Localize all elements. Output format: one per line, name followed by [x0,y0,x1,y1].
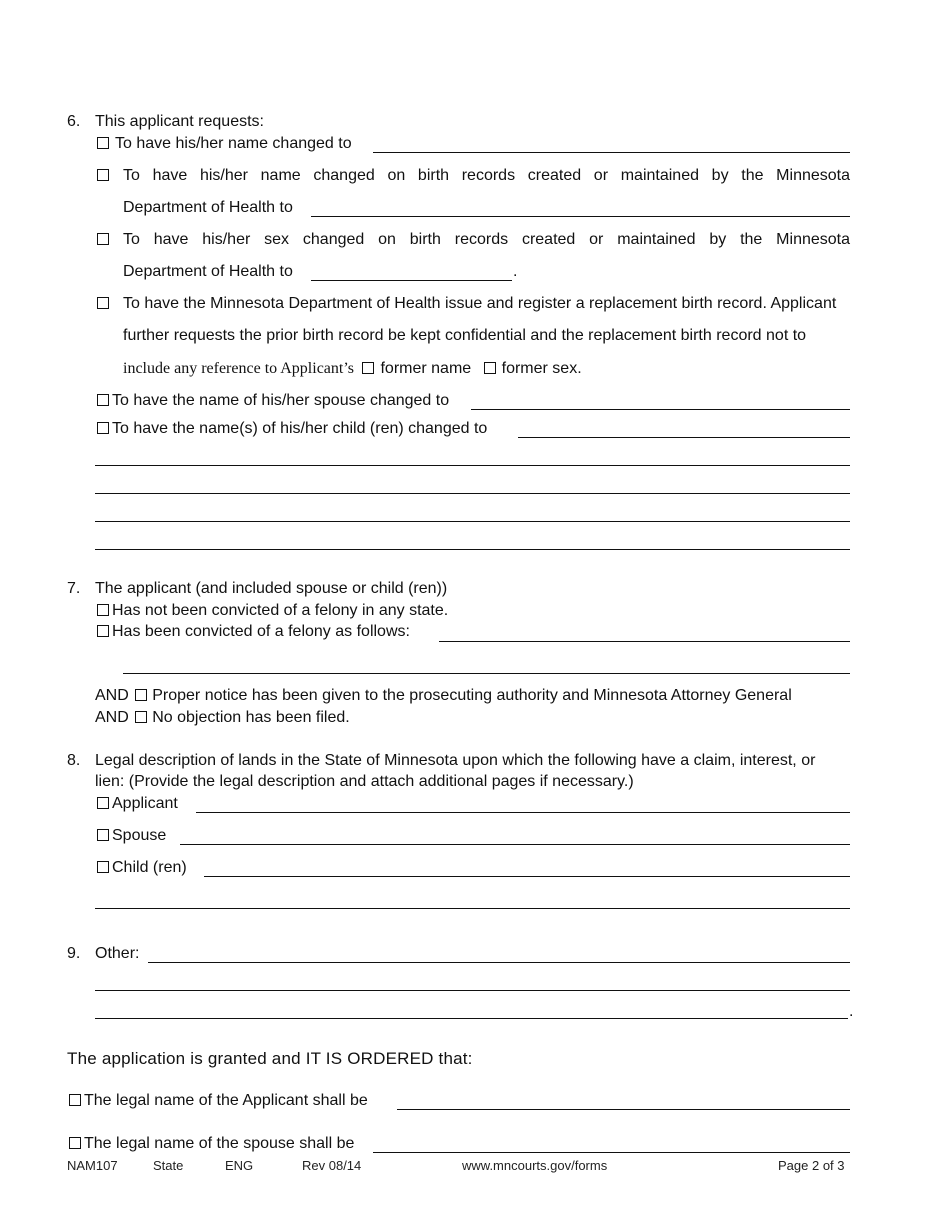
other-label: Other: [95,945,140,962]
spouse-land-field[interactable] [180,844,850,845]
option-spouse-legal-name: The legal name of the spouse shall be [69,1134,354,1154]
birth-name-text: To have his/her name changed on birth records created or maintained by the Minnesota [123,167,850,184]
birth-name-field[interactable] [311,216,850,217]
spouse-legal-name-field[interactable] [373,1152,850,1153]
section-7-number: 7. [67,580,81,597]
notice-given-checkbox[interactable] [135,689,147,701]
footer-language: ENG [225,1158,254,1173]
birth-sex-text: To have his/her sex changed on birth records created or maintained by the Minnesota [123,231,850,248]
birth-name-text-cont: Department of Health to [123,199,293,216]
no-objection-checkbox[interactable] [135,711,147,723]
section-7-intro: The applicant (and included spouse or child (ren)) [95,580,448,597]
section-6-number: 6. [67,113,81,130]
replacement-record-row [97,294,115,314]
order-heading: The application is granted and IT IS ORDERED that: [67,1049,473,1068]
spouse-change-field[interactable] [471,409,850,410]
birth-name-checkbox-row [97,166,115,186]
children-change-field-2[interactable] [95,465,850,466]
option-spouse-land: Spouse [97,826,166,846]
children-change-field-4[interactable] [95,521,850,522]
name-change-field[interactable] [373,152,850,153]
birth-sex-checkbox[interactable] [97,233,109,245]
birth-sex-field[interactable] [311,280,512,281]
felony-field-2[interactable] [123,673,850,674]
applicant-land-checkbox[interactable] [97,797,109,809]
applicant-legal-name-field[interactable] [397,1109,850,1110]
footer-revision: Rev 08/14 [302,1158,362,1173]
children-change-checkbox[interactable] [97,422,109,434]
felony-field[interactable] [439,641,850,642]
birth-sex-text-cont: Department of Health to [123,263,293,280]
children-change-field-5[interactable] [95,549,850,550]
other-field-3[interactable] [95,1018,848,1019]
replacement-record-text: To have the Minnesota Department of Health issue and register a replacement birth record. Applicant [123,295,837,312]
spouse-legal-name-checkbox[interactable] [69,1137,81,1149]
convicted-checkbox[interactable] [97,625,109,637]
name-change-checkbox[interactable] [97,137,109,149]
and-objection-row: AND No objection has been filed. [95,709,350,726]
option-children-land: Child (ren) [97,858,187,878]
option-convicted: Has been convicted of a felony as follows: [97,622,410,642]
and-notice-row: AND Proper notice has been given to the prosecuting authority and Minnesota Attorney General [95,687,792,704]
birth-sex-period: . [513,263,518,280]
footer-page-number: Page 2 of 3 [778,1158,845,1173]
footer-url[interactable]: www.mncourts.gov/forms [462,1158,608,1173]
replacement-record-text-cont: further requests the prior birth record be kept confidential and the replacement birth record not to [123,327,807,344]
section-9-number: 9. [67,945,81,962]
footer-state: State [153,1158,184,1173]
spouse-change-checkbox[interactable] [97,394,109,406]
spouse-land-checkbox[interactable] [97,829,109,841]
option-not-convicted: Has not been convicted of a felony in any state. [97,601,448,621]
section-6-intro: This applicant requests: [95,113,264,130]
other-field[interactable] [148,962,850,963]
option-children-change: To have the name(s) of his/her child (ren) changed to [97,419,487,439]
children-land-checkbox[interactable] [97,861,109,873]
other-field-2[interactable] [95,990,850,991]
children-change-field[interactable] [518,437,850,438]
children-land-field-2[interactable] [95,908,850,909]
replacement-record-text-line3: include any reference to Applicant’s former name former sex. [123,360,582,377]
section-8-number: 8. [67,752,81,769]
option-name-change: To have his/her name changed to [97,134,352,154]
other-period: . [849,1003,854,1020]
section-8-line2: lien: (Provide the legal description and attach additional pages if necessary.) [95,773,634,790]
option-applicant-legal-name: The legal name of the Applicant shall be [69,1091,368,1111]
birth-name-checkbox[interactable] [97,169,109,181]
applicant-land-field[interactable] [196,812,850,813]
former-name-checkbox[interactable] [362,362,374,374]
footer-form-number: NAM107 [67,1158,118,1173]
section-8-line1: Legal description of lands in the State of Minnesota upon which the following have a claim, interest, or [95,752,816,769]
replacement-record-checkbox[interactable] [97,297,109,309]
not-convicted-checkbox[interactable] [97,604,109,616]
children-land-field[interactable] [204,876,850,877]
option-applicant-land: Applicant [97,794,178,814]
applicant-legal-name-checkbox[interactable] [69,1094,81,1106]
former-sex-checkbox[interactable] [484,362,496,374]
birth-sex-checkbox-row [97,230,115,250]
option-spouse-change: To have the name of his/her spouse changed to [97,391,449,411]
children-change-field-3[interactable] [95,493,850,494]
